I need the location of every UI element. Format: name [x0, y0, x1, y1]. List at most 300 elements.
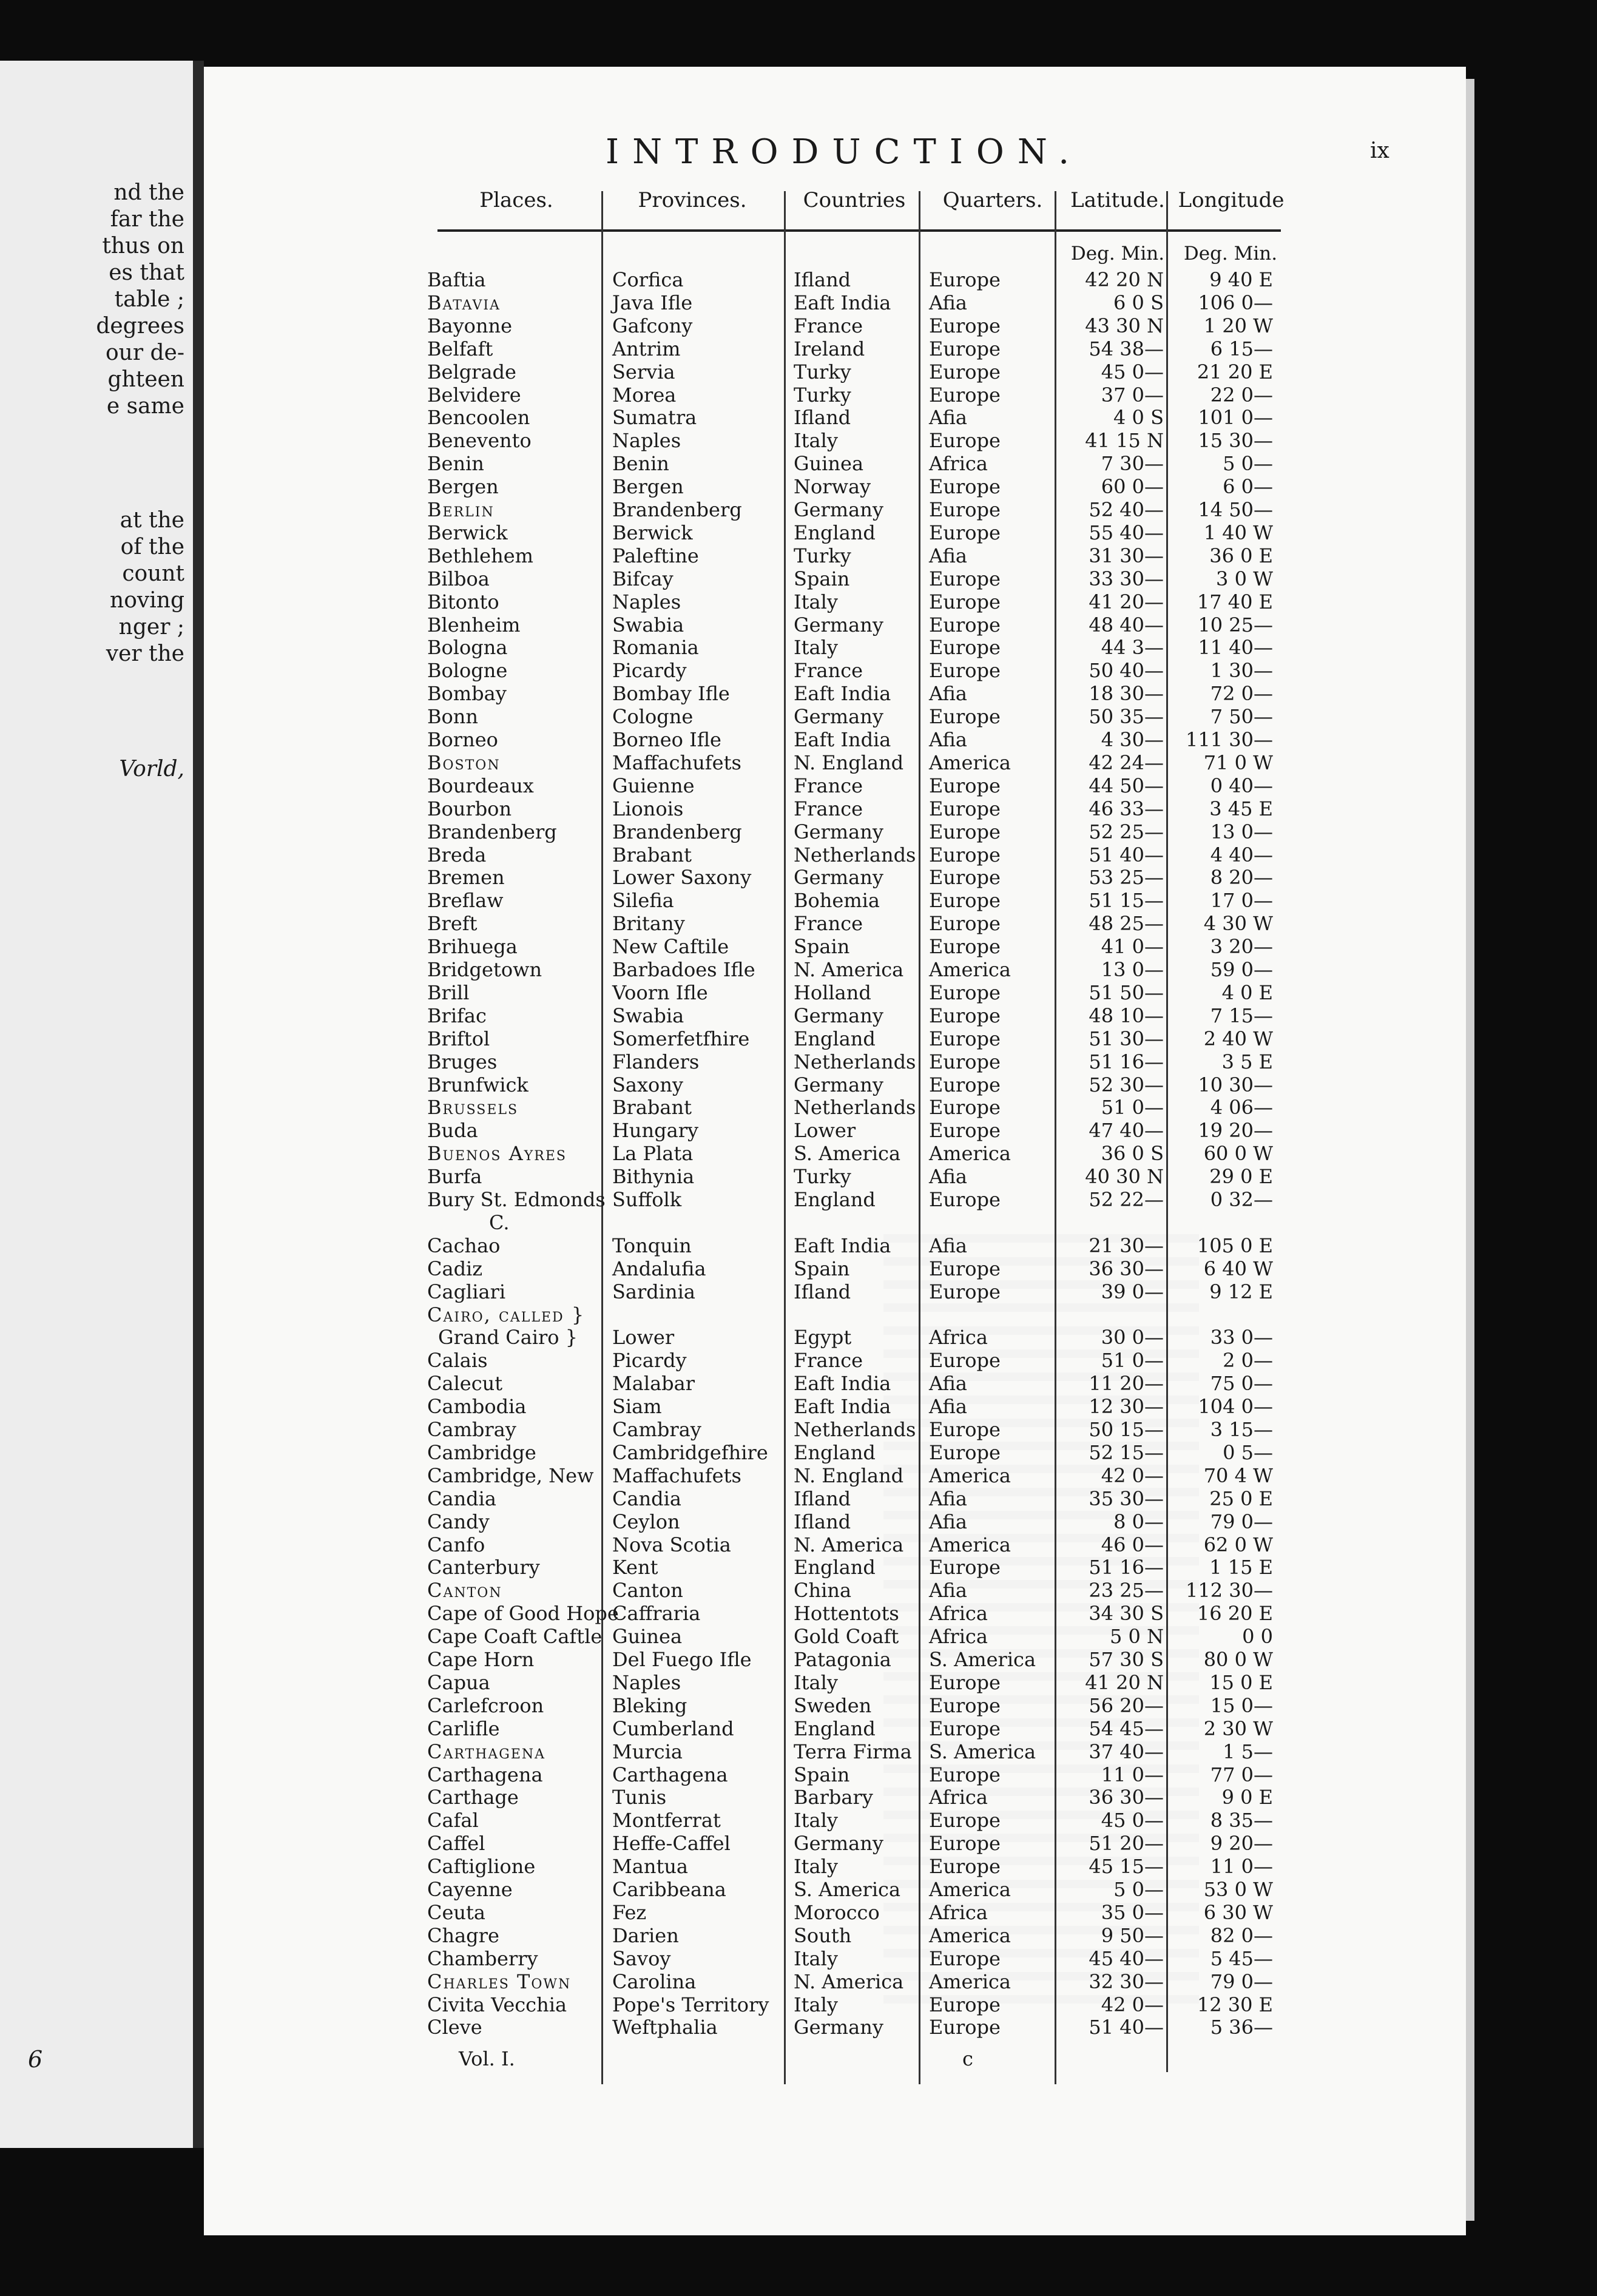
- table-row: [204, 958, 1466, 981]
- place-name: Bayonne: [427, 314, 513, 337]
- longitude-value: 1 20 W: [1203, 314, 1273, 337]
- latitude-value: 51 15—: [1089, 889, 1164, 912]
- province-name: Mantua: [612, 1855, 688, 1878]
- place-name: Carthage: [427, 1786, 519, 1809]
- country-name: Netherlands: [794, 843, 916, 866]
- table-row: [204, 406, 1466, 429]
- province-name: New Caftile: [612, 935, 729, 958]
- province-name: Java Ifle: [612, 291, 693, 314]
- province-name: Ceylon: [612, 1510, 680, 1533]
- table-row: [204, 1970, 1466, 1993]
- longitude-value: 4 06—: [1210, 1096, 1273, 1119]
- country-name: Italy: [794, 429, 838, 452]
- table-row: [204, 337, 1466, 360]
- latitude-value: 31 30—: [1089, 544, 1164, 567]
- country-name: Ifland: [794, 1280, 851, 1303]
- quarter-name: Afia: [929, 1487, 967, 1510]
- quarter-name: Afia: [929, 728, 967, 751]
- place-name: Cambray: [427, 1418, 516, 1441]
- province-name: Bleking: [612, 1694, 687, 1717]
- country-name: Spain: [794, 935, 850, 958]
- latitude-value: 52 25—: [1089, 820, 1164, 843]
- country-name: Turky: [794, 1165, 851, 1188]
- place-name: Cambridge: [427, 1441, 536, 1464]
- longitude-value: 3 45 E: [1209, 797, 1273, 820]
- country-name: Morocco: [794, 1901, 880, 1924]
- place-name: Cachao: [427, 1234, 501, 1257]
- country-name: N. America: [794, 1970, 904, 1993]
- latitude-value: 45 0—: [1101, 1809, 1164, 1832]
- place-name: Bilboa: [427, 567, 490, 590]
- signature-mark: c: [962, 2047, 973, 2070]
- latitude-value: 45 0—: [1101, 360, 1164, 383]
- longitude-value: 0 5—: [1223, 1441, 1273, 1464]
- province-name: Swabia: [612, 1004, 684, 1027]
- place-name: Bonn: [427, 705, 478, 728]
- column-header-latitude: Latitude.: [1070, 188, 1165, 212]
- left-page-text-fragment: at the: [120, 508, 184, 533]
- table-row: [204, 820, 1466, 843]
- quarter-name: Europe: [929, 1671, 1001, 1694]
- province-name: Somerfetfhire: [612, 1027, 750, 1050]
- quarter-name: Europe: [929, 659, 1001, 682]
- left-page-text-fragment: degrees: [96, 314, 184, 339]
- country-name: France: [794, 659, 863, 682]
- longitude-value: 13 0—: [1210, 820, 1273, 843]
- country-name: Eaft India: [794, 1234, 891, 1257]
- country-name: China: [794, 1579, 852, 1602]
- quarter-name: Africa: [929, 1326, 988, 1349]
- longitude-value: 101 0—: [1198, 406, 1273, 429]
- province-name: Del Fuego Ifle: [612, 1648, 752, 1671]
- longitude-value: 4 0 E: [1221, 981, 1273, 1004]
- quarter-name: Europe: [929, 981, 1001, 1004]
- province-name: Fez: [612, 1901, 647, 1924]
- country-name: Ireland: [794, 337, 865, 360]
- quarter-name: Afia: [929, 1510, 967, 1533]
- quarter-name: Europe: [929, 1050, 1001, 1073]
- place-name: Capua: [427, 1671, 490, 1694]
- longitude-value: 59 0—: [1210, 958, 1273, 981]
- province-name: Cumberland: [612, 1717, 734, 1740]
- country-name: S. America: [794, 1878, 901, 1901]
- quarter-name: Europe: [929, 314, 1001, 337]
- quarter-name: Europe: [929, 1763, 1001, 1786]
- longitude-value: 9 40 E: [1209, 268, 1273, 291]
- quarter-name: America: [929, 1970, 1011, 1993]
- quarter-name: Africa: [929, 452, 988, 475]
- page-number: ix: [1370, 138, 1389, 163]
- place-name: Caffel: [427, 1832, 485, 1855]
- quarter-name: Europe: [929, 337, 1001, 360]
- latitude-value: 51 16—: [1089, 1050, 1164, 1073]
- table-row: [204, 1441, 1466, 1464]
- province-name: Brabant: [612, 843, 692, 866]
- quarter-name: Europe: [929, 1073, 1001, 1096]
- table-row: [204, 1740, 1466, 1763]
- longitude-value: 0 40—: [1210, 774, 1273, 797]
- province-name: Flanders: [612, 1050, 700, 1073]
- table-row: [204, 751, 1466, 774]
- quarter-name: Europe: [929, 498, 1001, 521]
- place-name: Bencoolen: [427, 406, 530, 429]
- quarter-name: S. America: [929, 1740, 1036, 1763]
- province-name: Antrim: [612, 337, 681, 360]
- latitude-value: 57 30 S: [1089, 1648, 1164, 1671]
- latitude-value: 50 15—: [1089, 1418, 1164, 1441]
- country-name: England: [794, 1717, 876, 1740]
- table-row: [204, 1579, 1466, 1602]
- longitude-value: 5 45—: [1210, 1947, 1273, 1970]
- province-name: Paleftine: [612, 544, 699, 567]
- table-row: [204, 1142, 1466, 1165]
- latitude-value: 41 0—: [1101, 935, 1164, 958]
- province-name: Heffe-Caffel: [612, 1832, 731, 1855]
- province-name: Guienne: [612, 774, 695, 797]
- place-name: Bergen: [427, 475, 499, 498]
- table-row: [204, 659, 1466, 682]
- table-row: [204, 843, 1466, 866]
- province-name: Cambridgefhire: [612, 1441, 768, 1464]
- latitude-value: 45 40—: [1089, 1947, 1164, 1970]
- longitude-value: 17 0—: [1210, 889, 1273, 912]
- latitude-value: 43 30 N: [1085, 314, 1164, 337]
- country-name: Lower: [794, 1119, 856, 1142]
- place-name: Benin: [427, 452, 484, 475]
- quarter-name: Afia: [929, 544, 967, 567]
- place-name: Brifac: [427, 1004, 487, 1027]
- quarter-name: Europe: [929, 429, 1001, 452]
- country-name: Ifland: [794, 406, 851, 429]
- province-name: Caribbeana: [612, 1878, 726, 1901]
- longitude-value: 36 0 E: [1209, 544, 1273, 567]
- country-name: Turky: [794, 544, 851, 567]
- province-name: Carolina: [612, 1970, 697, 1993]
- latitude-value: 11 20—: [1089, 1372, 1164, 1395]
- country-name: Sweden: [794, 1694, 872, 1717]
- longitude-value: 17 40 E: [1197, 590, 1273, 613]
- province-name: Romania: [612, 636, 699, 659]
- longitude-value: 8 20—: [1210, 866, 1273, 889]
- table-row: [204, 1671, 1466, 1694]
- place-name: Cayenne: [427, 1878, 513, 1901]
- country-name: Terra Firma: [794, 1740, 912, 1763]
- table-row: [204, 889, 1466, 912]
- place-name: Brunfwick: [427, 1073, 528, 1096]
- province-name: Silefia: [612, 889, 674, 912]
- longitude-value: 25 0 E: [1209, 1487, 1273, 1510]
- longitude-value: 7 15—: [1210, 1004, 1273, 1027]
- latitude-value: 46 33—: [1089, 797, 1164, 820]
- table-row: [204, 866, 1466, 889]
- place-name: Cape of Good Hope: [427, 1602, 619, 1625]
- province-name: Darien: [612, 1924, 679, 1947]
- province-name: Siam: [612, 1395, 662, 1418]
- quarter-name: Europe: [929, 1004, 1001, 1027]
- longitude-units: Deg. Min.: [1183, 243, 1278, 265]
- quarter-name: Europe: [929, 1349, 1001, 1372]
- latitude-value: 7 30—: [1101, 452, 1164, 475]
- longitude-value: 2 40 W: [1203, 1027, 1273, 1050]
- country-name: N. America: [794, 1533, 904, 1556]
- country-name: Eaft India: [794, 728, 891, 751]
- place-name: Chagre: [427, 1924, 499, 1947]
- left-page-text-fragment: table ;: [114, 287, 184, 312]
- table-row: [204, 1694, 1466, 1717]
- latitude-value: 41 20—: [1089, 590, 1164, 613]
- longitude-value: 3 0 W: [1216, 567, 1273, 590]
- place-name: Briftol: [427, 1027, 490, 1050]
- province-name: Suffolk: [612, 1188, 682, 1211]
- table-row: [204, 1901, 1466, 1924]
- quarter-name: S. America: [929, 1648, 1036, 1671]
- table-row: [204, 1602, 1466, 1625]
- province-name: Sumatra: [612, 406, 697, 429]
- table-row: [204, 1418, 1466, 1441]
- latitude-units: Deg. Min.: [1070, 243, 1165, 265]
- province-name: Murcia: [612, 1740, 683, 1763]
- table-row: [204, 1809, 1466, 1832]
- province-name: Barbadoes Ifle: [612, 958, 755, 981]
- longitude-value: 1 30—: [1210, 659, 1273, 682]
- latitude-value: 46 0—: [1101, 1533, 1164, 1556]
- province-name: Kent: [612, 1556, 658, 1579]
- province-name: Morea: [612, 383, 677, 407]
- place-name: Bologna: [427, 636, 508, 659]
- quarter-name: Europe: [929, 1717, 1001, 1740]
- province-name: Lower: [612, 1326, 675, 1349]
- table-row: [204, 1211, 1466, 1234]
- table-row: [204, 360, 1466, 383]
- latitude-value: 48 40—: [1089, 613, 1164, 636]
- country-name: N. England: [794, 1464, 904, 1487]
- table-row: [204, 1395, 1466, 1418]
- country-name: Spain: [794, 1763, 850, 1786]
- quarter-name: Europe: [929, 360, 1001, 383]
- country-name: Egypt: [794, 1326, 852, 1349]
- longitude-value: 15 0 E: [1209, 1671, 1273, 1694]
- place-name: Burfa: [427, 1165, 482, 1188]
- latitude-value: 35 30—: [1089, 1487, 1164, 1510]
- place-name: Buenos Ayres: [427, 1142, 567, 1165]
- place-name: Cape Horn: [427, 1648, 535, 1671]
- province-name: Tonquin: [612, 1234, 692, 1257]
- quarter-name: Europe: [929, 521, 1001, 544]
- province-name: Weftphalia: [612, 2016, 718, 2039]
- longitude-value: 21 20 E: [1197, 360, 1273, 383]
- province-name: Corfica: [612, 268, 684, 291]
- place-name: Canfo: [427, 1533, 485, 1556]
- latitude-value: 33 30—: [1089, 567, 1164, 590]
- longitude-value: 9 0 E: [1221, 1786, 1273, 1809]
- latitude-value: 9 50—: [1101, 1924, 1164, 1947]
- province-name: Brandenberg: [612, 820, 742, 843]
- latitude-value: 18 30—: [1089, 682, 1164, 705]
- quarter-name: Europe: [929, 889, 1001, 912]
- province-name: Picardy: [612, 659, 687, 682]
- place-name: Berlin: [427, 498, 495, 521]
- place-name: Borneo: [427, 728, 498, 751]
- place-name: Charles Town: [427, 1970, 572, 1993]
- latitude-value: 54 45—: [1089, 1717, 1164, 1740]
- place-name: Breda: [427, 843, 487, 866]
- column-header-places: Places.: [479, 188, 553, 212]
- province-name: Bifcay: [612, 567, 674, 590]
- latitude-value: 48 10—: [1089, 1004, 1164, 1027]
- quarter-name: Europe: [929, 797, 1001, 820]
- country-name: Eaft India: [794, 1395, 891, 1418]
- latitude-value: 51 0—: [1101, 1096, 1164, 1119]
- country-name: South: [794, 1924, 852, 1947]
- table-row: [204, 728, 1466, 751]
- province-name: Swabia: [612, 613, 684, 636]
- latitude-value: 8 0—: [1113, 1510, 1164, 1533]
- left-facing-page: [0, 61, 193, 2148]
- latitude-value: 13 0—: [1101, 958, 1164, 981]
- latitude-value: 51 20—: [1089, 1832, 1164, 1855]
- table-row: [204, 291, 1466, 314]
- province-name: Savoy: [612, 1947, 671, 1970]
- province-name: Nova Scotia: [612, 1533, 731, 1556]
- province-name: Berwick: [612, 521, 693, 544]
- country-name: N. America: [794, 958, 904, 981]
- latitude-value: 36 30—: [1089, 1257, 1164, 1280]
- table-row: [204, 1050, 1466, 1073]
- longitude-value: 104 0—: [1198, 1395, 1273, 1418]
- quarter-name: Africa: [929, 1786, 988, 1809]
- longitude-value: 6 30 W: [1203, 1901, 1273, 1924]
- latitude-value: 55 40—: [1089, 521, 1164, 544]
- province-name: Naples: [612, 1671, 681, 1694]
- province-name: Lionois: [612, 797, 684, 820]
- quarter-name: Africa: [929, 1602, 988, 1625]
- longitude-value: 1 40 W: [1203, 521, 1273, 544]
- quarter-name: Europe: [929, 1257, 1001, 1280]
- country-name: Ifland: [794, 1487, 851, 1510]
- province-name: Cologne: [612, 705, 694, 728]
- latitude-value: 52 15—: [1089, 1441, 1164, 1464]
- left-page-text-fragment: ghteen: [107, 367, 184, 392]
- country-name: England: [794, 521, 876, 544]
- quarter-name: Europe: [929, 1947, 1001, 1970]
- country-name: Turky: [794, 360, 851, 383]
- table-row: [204, 1832, 1466, 1855]
- province-name: Andalufia: [612, 1257, 706, 1280]
- latitude-value: 36 0 S: [1101, 1142, 1164, 1165]
- table-row: [204, 774, 1466, 797]
- place-name: Breft: [427, 912, 478, 935]
- longitude-value: 11 40—: [1198, 636, 1273, 659]
- left-page-text-fragment: ver the: [106, 641, 184, 666]
- latitude-value: 51 30—: [1089, 1027, 1164, 1050]
- quarter-name: Europe: [929, 820, 1001, 843]
- country-name: S. America: [794, 1142, 901, 1165]
- country-name: Germany: [794, 498, 883, 521]
- column-header-longitude: Longitude: [1178, 188, 1285, 212]
- province-name: Brabant: [612, 1096, 692, 1119]
- longitude-value: 4 40—: [1210, 843, 1273, 866]
- country-name: Germany: [794, 866, 883, 889]
- longitude-value: 14 50—: [1198, 498, 1273, 521]
- right-page: [204, 67, 1466, 2235]
- table-row: [204, 797, 1466, 820]
- place-name: Cape Coaft Caftle: [427, 1625, 603, 1648]
- quarter-name: Europe: [929, 935, 1001, 958]
- place-name: Candia: [427, 1487, 496, 1510]
- table-row: [204, 475, 1466, 498]
- longitude-value: 5 0—: [1223, 452, 1273, 475]
- table-row: [204, 590, 1466, 613]
- place-name: Brill: [427, 981, 470, 1004]
- longitude-value: 22 0—: [1210, 383, 1273, 407]
- country-name: Hottentots: [794, 1602, 899, 1625]
- longitude-value: 11 0—: [1210, 1855, 1273, 1878]
- table-row: [204, 383, 1466, 407]
- province-name: Voorn Ifle: [612, 981, 708, 1004]
- place-name: Civita Vecchia: [427, 1993, 567, 2016]
- latitude-value: 42 20 N: [1085, 268, 1164, 291]
- latitude-value: 48 25—: [1089, 912, 1164, 935]
- table-row: [204, 682, 1466, 705]
- quarter-name: Europe: [929, 636, 1001, 659]
- place-name: Berwick: [427, 521, 508, 544]
- place-name: Ceuta: [427, 1901, 485, 1924]
- country-name: Germany: [794, 613, 883, 636]
- country-name: England: [794, 1027, 876, 1050]
- province-name: Lower Saxony: [612, 866, 752, 889]
- latitude-value: 50 35—: [1089, 705, 1164, 728]
- place-name: Brussels: [427, 1096, 519, 1119]
- longitude-value: 72 0—: [1210, 682, 1273, 705]
- latitude-value: 5 0—: [1113, 1878, 1164, 1901]
- table-row: [204, 268, 1466, 291]
- province-name: Saxony: [612, 1073, 683, 1096]
- quarter-name: Europe: [929, 1694, 1001, 1717]
- place-name: Cairo, called }: [427, 1303, 586, 1326]
- table-row: [204, 521, 1466, 544]
- place-name: Canton: [427, 1579, 502, 1602]
- quarter-name: Europe: [929, 1119, 1001, 1142]
- quarter-name: Europe: [929, 1832, 1001, 1855]
- country-name: England: [794, 1188, 876, 1211]
- table-row: [204, 1556, 1466, 1579]
- quarter-name: Europe: [929, 613, 1001, 636]
- quarter-name: Africa: [929, 1625, 988, 1648]
- table-row: [204, 1119, 1466, 1142]
- country-name: Italy: [794, 590, 838, 613]
- table-row: [204, 1510, 1466, 1533]
- latitude-value: 35 0—: [1101, 1901, 1164, 1924]
- province-name: Naples: [612, 590, 681, 613]
- province-name: Bombay Ifle: [612, 682, 730, 705]
- quarter-name: Europe: [929, 705, 1001, 728]
- left-page-text-fragment: count: [122, 561, 184, 586]
- province-name: Britany: [612, 912, 685, 935]
- latitude-value: 51 40—: [1089, 2016, 1164, 2039]
- longitude-value: 1 15 E: [1209, 1556, 1273, 1579]
- place-name: Cambridge, New: [427, 1464, 594, 1487]
- longitude-value: 106 0—: [1198, 291, 1273, 314]
- table-row: [204, 1625, 1466, 1648]
- province-name: Gafcony: [612, 314, 693, 337]
- place-name: Cafal: [427, 1809, 479, 1832]
- latitude-value: 52 22—: [1089, 1188, 1164, 1211]
- place-name: C.: [489, 1211, 510, 1234]
- latitude-value: 40 30 N: [1085, 1165, 1164, 1188]
- latitude-value: 42 0—: [1101, 1993, 1164, 2016]
- place-name: Belvidere: [427, 383, 521, 407]
- longitude-value: 62 0 W: [1203, 1533, 1273, 1556]
